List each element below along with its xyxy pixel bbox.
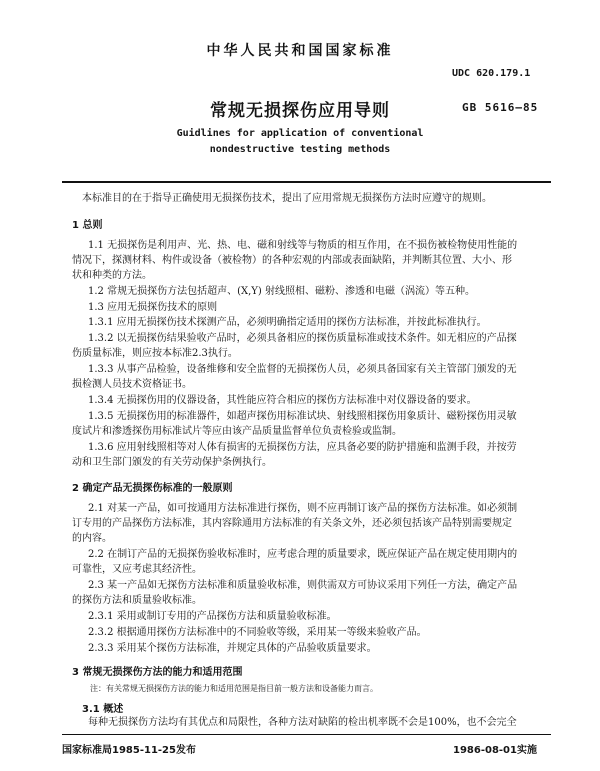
effective-date: 1986-08-01实施: [453, 745, 537, 756]
clause-1-3-3-line-1: 1.3.3 从事产品检验，设备维修和安全监督的无损探伤人员，必须具备国家有关主管部门颁发的无: [88, 364, 517, 375]
english-title-line-1: Guidlines for application of conventional: [176, 128, 424, 139]
clause-2-3-1: 2.3.1 采用或制订专用的产品探伤方法和质量验收标准。: [88, 611, 337, 622]
clause-1-1-line-3: 状和种类的方法。: [72, 270, 152, 281]
clause-2-3-line-2: 的探伤方法和质量验收标准。: [72, 595, 202, 606]
clause-1-3-1: 1.3.1 应用无损探伤技术探测产品，必须明确指定适用的探伤方法标准，并按此标准执行。: [88, 317, 487, 328]
section-1-heading: 1 总则: [72, 220, 103, 231]
english-title-line-2: nondestructive testing methods: [209, 144, 391, 155]
clause-2-1-line-1: 2.1 对某一产品，如可按通用方法标准进行探伤，则不应再制订该产品的探伤方法标准。如必须制: [88, 503, 518, 514]
clause-3-1-text: 每种无损探伤方法均有其优点和局限性，各种方法对缺陷的检出机率既不会是100%，也不会完全: [88, 717, 517, 728]
clause-1-3-4: 1.3.4 无损探伤用的仪器设备，其性能应符合相应的探伤方法标准中对仪器设备的要求。: [88, 395, 477, 406]
clause-1-1-line-1: 1.1 无损探伤是利用声、光、热、电、磁和射线等与物质的相互作用，在不损伤被检物使用性能的: [88, 240, 518, 251]
clause-2-3-line-1: 2.3 某一产品如无探伤方法标准和质量验收标准，则供需双方可协议采用下列任一方法，确定产品: [88, 580, 518, 591]
clause-2-2-line-1: 2.2 在制订产品的无损探伤验收标准时，应考虑合理的质量要求，既应保证产品在规定使用期内的: [88, 549, 518, 560]
footer-divider: [62, 734, 551, 735]
issue-date: 国家标准局1985-11-25发布: [62, 745, 196, 756]
clause-1-3-6-line-1: 1.3.6 应用射线照相等对人体有损害的无损探伤方法，应具备必要的防护措施和监测手段，并按劳: [88, 442, 517, 453]
section-3-heading: 3 常规无损探伤方法的能力和适用范围: [72, 667, 243, 678]
clause-1-3-3-line-2: 损检测人员技术资格证书。: [72, 379, 192, 390]
clause-1-1-line-2: 情况下，探测材料、构件或设备（被检物）的各种宏观的内部或表面缺陷，并判断其位置、大小、形: [72, 255, 512, 266]
clause-1-3-2-line-2: 伤质量标准，则应按本标准2.3执行。: [72, 348, 238, 359]
clause-2-3-3: 2.3.3 采用某个探伤方法标准，并规定具体的产品验收质量要求。: [88, 643, 377, 654]
section-2-heading: 2 确定产品无损探伤标准的一般原则: [72, 483, 233, 494]
clause-1-3-2-line-1: 1.3.2 以无损探伤结果验收产品时，必须具备相应的探伤质量标准或技术条件。如无相应的产品探: [88, 333, 517, 344]
clause-2-1-line-3: 的内容。: [72, 533, 112, 544]
udc-code: UDC 620.179.1: [452, 68, 531, 79]
gb-number: GB 5616—85: [462, 101, 539, 114]
clause-1-2: 1.2 常规无损探伤方法包括超声、(X,Y) 射线照相、磁粉、渗透和电磁（涡流）等五种。: [88, 286, 475, 297]
document-title: 常规无损探伤应用导则: [210, 101, 390, 121]
clause-2-1-line-2: 订专用的产品探伤方法标准，其内容除通用方法标准的有关条文外，还必须包括该产品特别需要规定: [72, 518, 512, 529]
section-3-note: 注：有关常规无损探伤方法的能力和适用范围是指目前一般方法和设备能力而言。: [90, 684, 378, 693]
clause-2-3-2: 2.3.2 根据通用探伤方法标准中的不同验收等级，采用某一等级来验收产品。: [88, 627, 427, 638]
clause-1-3: 1.3 应用无损探伤技术的原则: [88, 302, 218, 313]
clause-2-2-line-2: 可靠性，又应考虑其经济性。: [72, 564, 202, 575]
header-divider: [62, 181, 551, 183]
clause-1-3-5-line-1: 1.3.5 无损探伤用的标准器件，如超声探伤用标准试块、射线照相探伤用象质计、磁粉探伤用灵敏: [88, 411, 517, 422]
clause-3-1-heading: 3.1 概述: [82, 704, 124, 715]
clause-1-3-5-line-2: 度试片和渗透探伤用标准试片等应由该产品质量监督单位负责检验或监制。: [72, 426, 402, 437]
standard-title: 中华人民共和国国家标准: [206, 43, 394, 59]
clause-1-3-6-line-2: 动和卫生部门颁发的有关劳动保护条例执行。: [72, 457, 272, 468]
intro-paragraph: 本标准目的在于指导正确使用无损探伤技术，提出了应用常规无损探伤方法时应遵守的规则。: [82, 193, 492, 204]
